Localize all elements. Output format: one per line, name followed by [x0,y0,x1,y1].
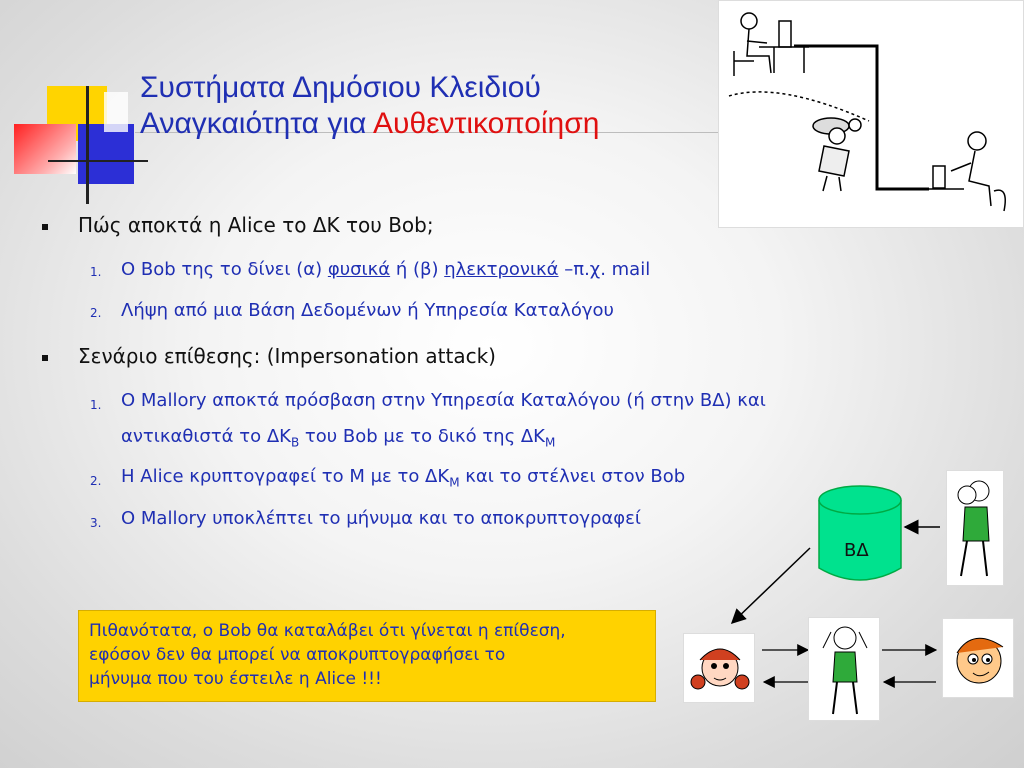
database-label: ΒΔ [844,540,869,561]
item-text: ή (β) [390,259,445,280]
bullet-square-icon [42,224,48,230]
mallory-listener-icon [808,617,880,721]
list-item [121,259,650,280]
list-number: 3. [90,516,102,530]
page-title-line2 [140,106,599,142]
list-item: Ο Mallory υποκλέπτει το μήνυμα και το αποκρυπτογραφεί [121,508,641,529]
list-number: 2. [90,474,102,488]
item-text: αντικαθιστά το ΔΚ [121,426,291,447]
item-text: Ο Bob της το δίνει (α) [121,259,328,280]
title-highlight: Αυθεντικοποίηση [373,107,600,140]
list-number: 1. [90,398,102,412]
alice-figure-icon [683,633,755,703]
subscript: M [449,475,460,490]
database-cylinder-icon [819,486,901,580]
eavesdropping-illustration [718,0,1024,228]
link-physically[interactable]: φυσικά [327,259,391,280]
arrow-to-alice [732,548,810,623]
section-heading-key-acquisition: Πώς αποκτά η Alice το ΔΚ του Bob; [78,213,434,237]
list-item: Λήψη από μια Βάση Δεδομένων ή Υπηρεσία Καταλόγου [121,300,614,321]
list-item: Ο Mallory αποκτά πρόσβαση στην Υπηρεσία Καταλόγου (ή στην ΒΔ) και [121,390,766,411]
title-prefix: Αναγκαιότητα για [140,107,374,140]
bullet-square-icon [42,355,48,361]
callout-line: Πιθανότατα, ο Bob θα καταλάβει ότι γίνεται η επίθεση, [89,621,566,641]
item-text: και το στέλνει στον Bob [459,466,686,487]
bob-figure-icon [942,618,1014,698]
item-text: –π.χ. mail [558,259,651,280]
warning-callout [78,610,656,702]
mallory-figure-icon [946,470,1004,586]
item-text: του Bob με το δικό της ΔΚ [299,426,545,447]
link-electronically[interactable]: ηλεκτρονικά [444,259,559,280]
callout-line: εφόσον δεν θα μπορεί να αποκρυπτογραφήσει το [89,645,506,665]
page-title-line1: Συστήματα Δημόσιου Κλειδιού [140,71,541,104]
subscript: M [544,435,556,450]
subscript: B [290,435,300,450]
list-item-continuation [121,426,555,450]
list-number: 1. [90,265,102,279]
callout-line: μήνυμα που του έστειλε η Alice !!! [89,669,382,689]
list-item [121,466,685,490]
section-heading-attack-scenario: Σενάριο επίθεσης: (Impersonation attack) [78,344,496,368]
item-text: Η Alice κρυπτογραφεί το Μ με το ΔΚ [121,466,450,487]
list-number: 2. [90,306,102,320]
